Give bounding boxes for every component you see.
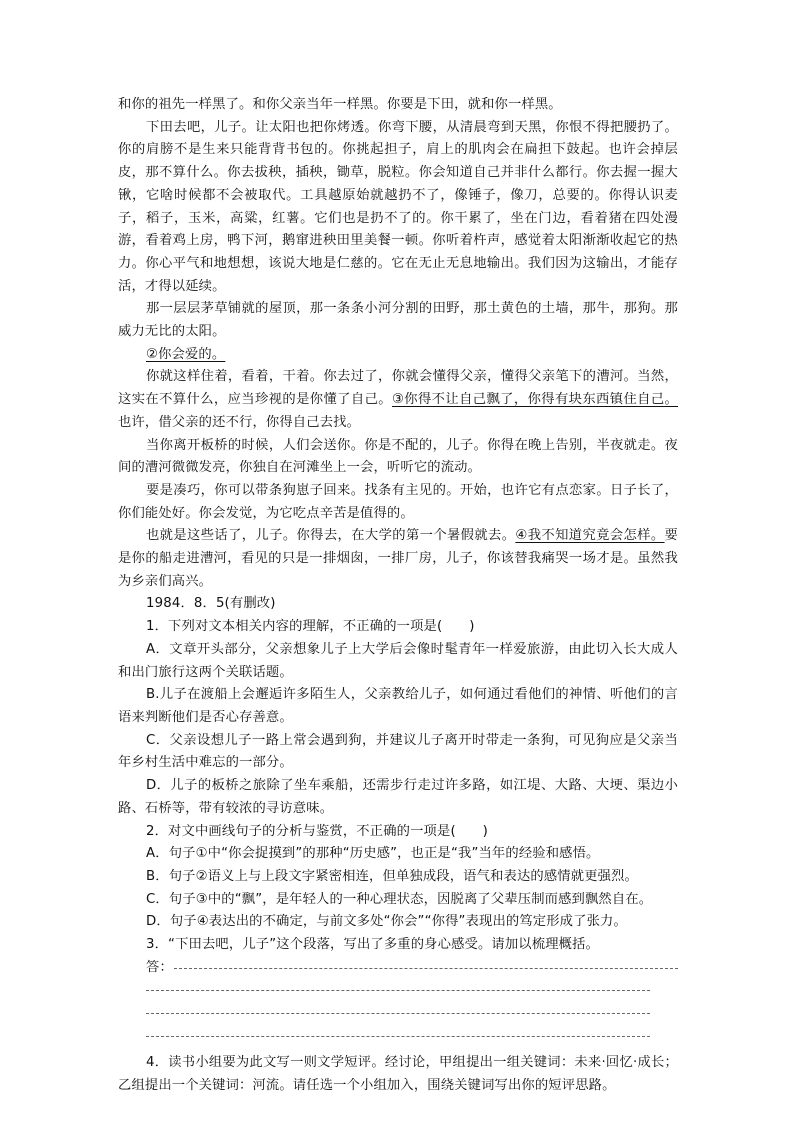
answer-dashed-line bbox=[146, 990, 650, 991]
question-1-option-c: C．父亲设想儿子一路上常会遇到狗，并建议儿子离开时带走一条狗，可见狗应是父亲当年乡村生活中难忘的一部分。 bbox=[118, 732, 678, 771]
passage-paragraph-7 bbox=[118, 525, 678, 593]
question-1-stem: 1．下列对文本相关内容的理解，不正确的一项是( ) bbox=[146, 619, 475, 635]
question-1-option-b: B.儿子在渡船上会邂逅许多陌生人，父亲教给儿子，如何通过看他们的神情、听他们的言语来判断他们是否心存善意。 bbox=[118, 687, 678, 725]
passage-text: 你就这样住着，看着，干着。你去过了，你就会懂得父亲，懂得父亲笔下的漕河。当然，这实在不算什么，应当珍视的是你懂了自己。 bbox=[118, 369, 678, 408]
passage-paragraph-4 bbox=[118, 366, 678, 434]
question-1-option-d: D．儿子的板桥之旅除了坐车乘船，还需步行走过许多路，如江堤、大路、大埂、渠边小路、石桥等，带有较浓的寻访意味。 bbox=[118, 778, 678, 816]
passage-paragraph-0: 和你的祖先一样黑了。和你父亲当年一样黑。你要是下田，就和你一样黑。 bbox=[118, 97, 562, 112]
underlined-sentence-3: ③你得不让自己飘了，你得有块东西镇住自己。 bbox=[391, 392, 678, 408]
underlined-sentence-4: ④我不知道究竟会怎样。 bbox=[515, 528, 665, 544]
passage-paragraph-3 bbox=[118, 344, 678, 367]
answer-line-1[interactable] bbox=[118, 957, 678, 980]
question-2-stem: 2．对文中画线句子的分析与鉴赏，不正确的一项是( ) bbox=[146, 823, 489, 839]
answer-dashed-line bbox=[146, 1013, 650, 1014]
answer-dashed-line bbox=[146, 1036, 650, 1037]
question-2-option-b: B．句子②语义上与上段文字紧密相连，但单独成段，语气和表达的感情就更强烈。 bbox=[146, 868, 638, 884]
answer-line-2[interactable] bbox=[118, 979, 678, 1002]
passage-paragraph-6: 要是凑巧，你可以带条狗崽子回来。找条有主见的。开始，也许它有点恋家。日子长了，你们能处好。你会发觉，为它吃点辛苦是值得的。 bbox=[118, 482, 678, 521]
passage-text: 也就是这些话了，儿子。你得去，在大学的第一个暑假就去。 bbox=[146, 528, 516, 544]
question-4-stem: 4．读书小组要为此文写一则文学短评。经讨论，甲组提出一组关键词：未来·回忆·成长；乙组提出一个关键词：河流。请任选一个小组加入，围绕关键词写出你的短评思路。 bbox=[118, 1055, 678, 1094]
passage-paragraph-2: 那一层层茅草铺就的屋顶，那一条条小河分割的田野，那土黄色的土墙，那牛，那狗。那威力无比的太阳。 bbox=[118, 301, 678, 340]
answer-dashed-line bbox=[174, 968, 678, 969]
question-2-option-c: C．句子③中的“飘”，是年轻人的一种心理状态，因脱离了父辈压制而感到飘然自在。 bbox=[146, 891, 653, 907]
passage-paragraph-5: 当你离开板桥的时候，人们会送你。你是不配的，儿子。你得在晚上告别，半夜就走。夜间的漕河微微发亮，你独自在河滩坐上一会，听听它的流动。 bbox=[118, 437, 678, 476]
answer-label: 答： bbox=[146, 959, 173, 975]
question-3-stem: 3．“下田去吧，儿子”这个段落，写出了多重的身心感受。请加以梳理概括。 bbox=[146, 937, 599, 953]
passage-paragraph-1: 下田去吧，儿子。让太阳也把你烤透。你弯下腰，从清晨弯到天黑，你恨不得把腰扔了。你的肩膀不是生来只能背背书包的。你挑起担子，肩上的肌肉会在扁担下鼓起。也许会掉层皮，那不算什么。你去拔秧，插秧，锄草，脱粒。你会知道自己并非什么都行。你去握一握大锹，它啥时候都不会被取代。工具越原始就越扔不了，像锤子，像刀，总要的。你得认识麦子，稻子，玉米，高粱，红薯。它们也是扔不了的。你干累了，坐在门边，看着猪在四处漫游，看着鸡上房，鸭下河，鹅窜进秧田里美餐一顿。你听着杵声，感觉着太阳渐渐收起它的热力。你心平气和地想想，该说大地是仁慈的。它在无止无息地输出。我们因为这输出，才能存活，才得以延续。 bbox=[118, 119, 678, 294]
answer-area[interactable] bbox=[118, 957, 678, 1048]
document-content bbox=[118, 94, 678, 1098]
passage-date: 1984．8．5(有删改) bbox=[146, 596, 276, 612]
question-1-option-a: A．文章开头部分，父亲想象儿子上大学后会像时髦青年一样爱旅游，由此切入长大成人和出门旅行这两个关联话题。 bbox=[118, 641, 678, 680]
question-2-option-d: D．句子④表达出的不确定，与前文多处“你会”“你得”表现出的笃定形成了张力。 bbox=[146, 914, 627, 930]
passage-text: 也许，借父亲的还不行，你得自己去找。 bbox=[118, 414, 361, 430]
underlined-sentence-2: ②你会爱的。 bbox=[146, 346, 226, 362]
passage-text: 要是你的船走进漕河，看见的只是一排烟囱，一排厂房，儿子，你该替我痛哭一场才是。虽然我为乡亲们高兴。 bbox=[118, 528, 678, 589]
answer-line-4[interactable] bbox=[118, 1025, 678, 1048]
question-2-option-a: A．句子①中“你会捉摸到”的那种“历史感”，也正是“我”当年的经验和感悟。 bbox=[146, 846, 600, 862]
answer-line-3[interactable] bbox=[118, 1002, 678, 1025]
